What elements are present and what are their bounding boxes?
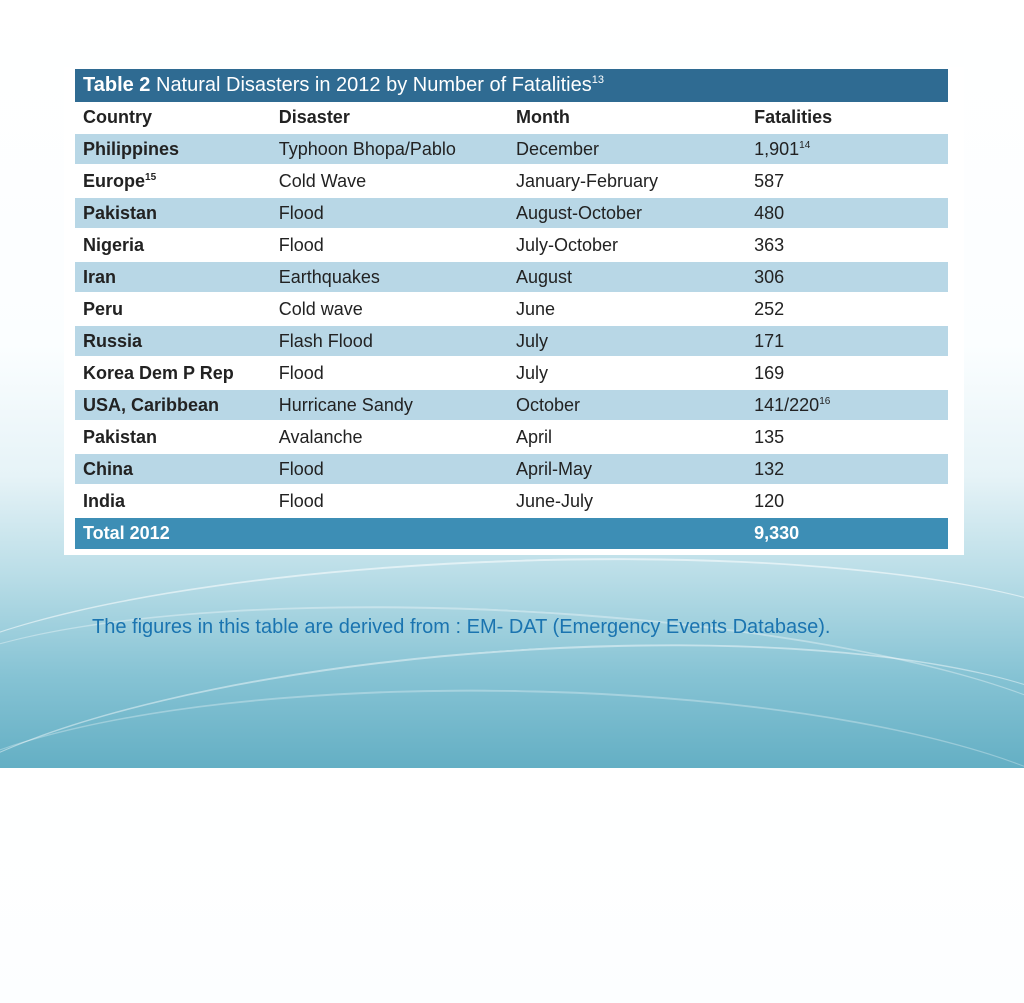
cell-month [508, 358, 746, 388]
cell-country [75, 134, 271, 164]
cell-disaster [271, 358, 508, 388]
cell-country-text: Iran [83, 266, 117, 287]
cell-month [508, 166, 746, 196]
cell-disaster-text: Cold wave [278, 298, 363, 319]
total-value: 9,330 [746, 518, 948, 549]
cell-fatalities [746, 454, 948, 484]
cell-month [508, 294, 746, 324]
cell-fatalities [746, 486, 948, 516]
cell-fatalities-text: 141/220 [754, 394, 820, 415]
cell-month-text: December [515, 138, 599, 159]
cell-fatalities-text: 480 [754, 202, 785, 223]
table-row [75, 294, 948, 324]
cell-month-text: June-July [515, 490, 593, 511]
cell-fatalities-text: 132 [754, 458, 785, 479]
cell-disaster [271, 326, 508, 356]
cell-fatalities [746, 230, 948, 260]
cell-disaster-text: Flood [278, 362, 324, 383]
cell-country-text: Russia [83, 330, 143, 351]
table-row [75, 486, 948, 516]
table-row [75, 198, 948, 228]
cell-disaster-text: Typhoon Bhopa/Pablo [278, 138, 456, 159]
cell-month-text: April-May [515, 458, 592, 479]
cell-disaster [271, 198, 508, 228]
cell-country-text: Nigeria [83, 234, 145, 255]
cell-fatalities-text: 587 [754, 170, 785, 191]
cell-country-text: Philippines [83, 138, 180, 159]
total-empty-cell [508, 518, 746, 549]
cell-month-text: October [515, 394, 580, 415]
cell-month [508, 454, 746, 484]
table-row [75, 326, 948, 356]
table-row [75, 166, 948, 196]
cell-month [508, 390, 746, 420]
cell-fatalities [746, 422, 948, 452]
cell-disaster [271, 166, 508, 196]
cell-country-text: Pakistan [83, 426, 158, 447]
cell-country [75, 454, 271, 484]
source-caption: The figures in this table are derived from : EM- DAT (Emergency Events Database). [92, 616, 831, 638]
cell-month [508, 230, 746, 260]
cell-disaster-text: Avalanche [278, 426, 363, 447]
cell-month [508, 326, 746, 356]
header-country: Country [83, 106, 152, 127]
cell-month-text: August-October [515, 202, 643, 223]
cell-disaster-text: Flood [278, 234, 324, 255]
cell-month-text: July [515, 362, 548, 383]
cell-month-text: April [515, 426, 552, 447]
cell-disaster-text: Hurricane Sandy [278, 394, 413, 415]
cell-fatalities [746, 134, 948, 164]
cell-country [75, 326, 271, 356]
total-label: Total 2012 [75, 518, 271, 549]
cell-fatalities-text: 171 [754, 330, 785, 351]
cell-fatalities [746, 166, 948, 196]
header-disaster: Disaster [278, 106, 350, 127]
table-row [75, 262, 948, 292]
cell-disaster-text: Flood [278, 202, 324, 223]
cell-fatalities [746, 390, 948, 420]
table-row [75, 454, 948, 484]
cell-month [508, 486, 746, 516]
cell-country-text: Peru [83, 298, 124, 319]
cell-month [508, 422, 746, 452]
header-month: Month [515, 106, 570, 127]
cell-country-text: India [83, 490, 126, 511]
cell-fatalities-text: 169 [754, 362, 785, 383]
cell-disaster [271, 390, 508, 420]
cell-country [75, 230, 271, 260]
cell-country [75, 358, 271, 388]
cell-month [508, 262, 746, 292]
table-title-footnote: 13 [591, 74, 604, 86]
cell-disaster [271, 486, 508, 516]
cell-disaster-text: Flood [278, 490, 324, 511]
table-row [75, 230, 948, 260]
cell-disaster [271, 134, 508, 164]
footnote-marker: 14 [799, 139, 811, 151]
table-body [75, 134, 948, 516]
cell-disaster-text: Earthquakes [278, 266, 380, 287]
cell-fatalities-text: 306 [754, 266, 785, 287]
footnote-marker: 15 [145, 171, 157, 183]
header-fatalities: Fatalities [754, 106, 833, 127]
cell-month-text: August [515, 266, 572, 287]
table-title-label: Table 2 [83, 74, 151, 96]
cell-month-text: July [515, 330, 548, 351]
cell-fatalities [746, 262, 948, 292]
cell-country-text: China [83, 458, 134, 479]
cell-fatalities [746, 294, 948, 324]
cell-disaster [271, 230, 508, 260]
cell-country-text: Pakistan [83, 202, 158, 223]
table-total-row [75, 518, 948, 549]
footnote-marker: 16 [819, 395, 831, 407]
table-title-text: Natural Disasters in 2012 by Number of Fatalities [150, 74, 592, 96]
cell-country [75, 486, 271, 516]
cell-disaster-text: Flood [278, 458, 324, 479]
cell-country [75, 166, 271, 196]
cell-fatalities [746, 198, 948, 228]
cell-disaster [271, 454, 508, 484]
cell-country [75, 390, 271, 420]
cell-month-text: January-February [515, 170, 659, 191]
table-row [75, 422, 948, 452]
background-wave [0, 679, 1024, 1002]
cell-month-text: July-October [515, 234, 618, 255]
disaster-table-image [64, 67, 964, 555]
total-empty-cell [271, 518, 508, 549]
cell-month-text: June [515, 298, 555, 319]
cell-fatalities [746, 326, 948, 356]
cell-month [508, 198, 746, 228]
cell-country [75, 294, 271, 324]
cell-disaster [271, 294, 508, 324]
cell-month [508, 134, 746, 164]
table-header-row [75, 102, 948, 132]
fatalities-table [75, 100, 948, 551]
cell-country [75, 198, 271, 228]
cell-disaster-text: Cold Wave [278, 170, 367, 191]
cell-fatalities-text: 1,901 [754, 138, 800, 159]
cell-fatalities-text: 363 [754, 234, 785, 255]
cell-country [75, 262, 271, 292]
cell-fatalities [746, 358, 948, 388]
cell-fatalities-text: 135 [754, 426, 785, 447]
cell-disaster-text: Flash Flood [278, 330, 373, 351]
cell-country-text: Europe [83, 170, 146, 191]
table-row [75, 358, 948, 388]
table-row [75, 390, 948, 420]
cell-country-text: Korea Dem P Rep [83, 362, 234, 383]
cell-country-text: USA, Caribbean [83, 394, 220, 415]
cell-disaster [271, 262, 508, 292]
table-title [75, 69, 948, 102]
cell-country [75, 422, 271, 452]
table-row [75, 134, 948, 164]
cell-disaster [271, 422, 508, 452]
cell-fatalities-text: 252 [754, 298, 785, 319]
cell-fatalities-text: 120 [754, 490, 785, 511]
